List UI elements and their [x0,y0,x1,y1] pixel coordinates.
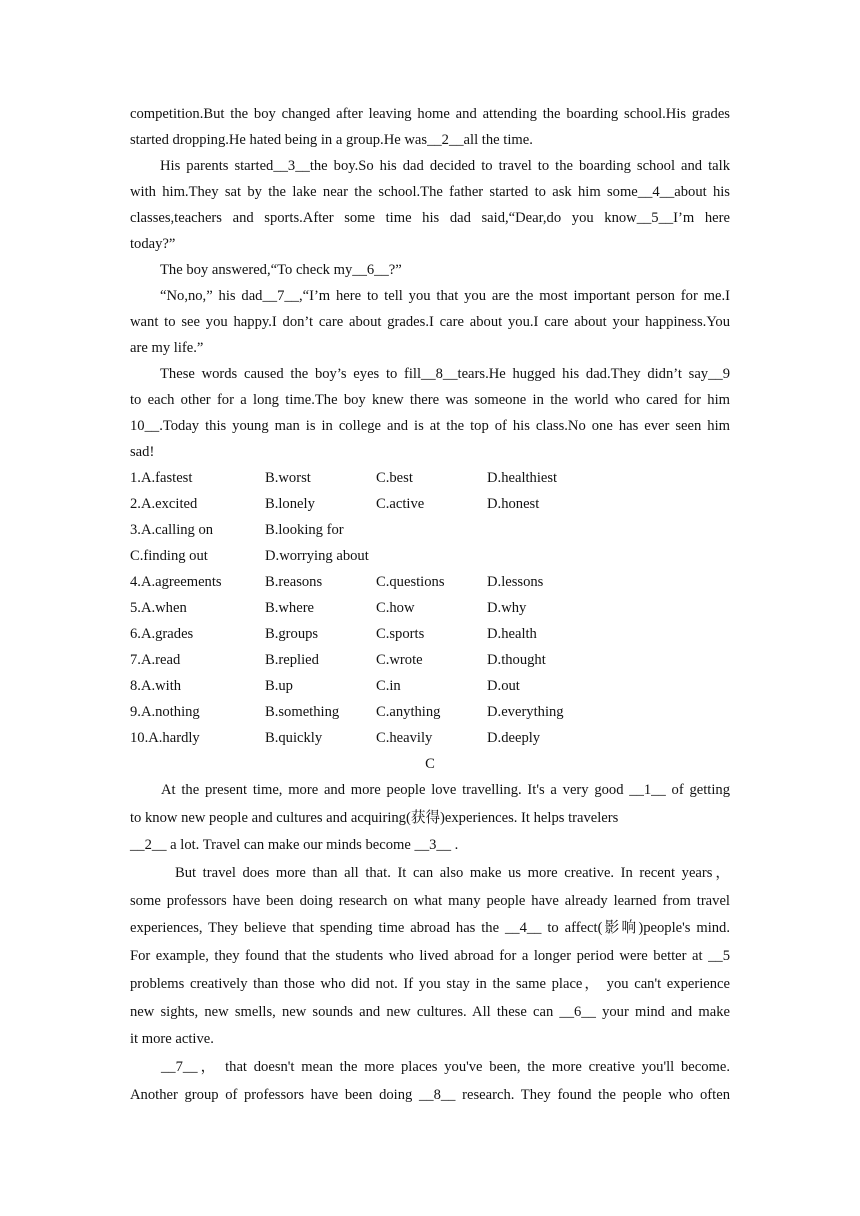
option-row [130,491,730,517]
option-row [130,465,730,491]
option-row [130,621,730,647]
section-heading: C [425,756,435,772]
option: B.groups [265,626,319,642]
option: B.lonely [265,496,315,512]
passage-line: to each other for a long time.The boy knew there was someone in the world who cared for him [130,392,730,408]
option-row [130,725,730,751]
passage-line: But travel does more than all that. It can also make us more creative. In recent years， [175,865,730,882]
passage-line: __2__ a lot. Travel can make our minds become __3__ . [130,837,459,854]
passage-c [130,777,730,1109]
option-row [130,569,730,595]
option: D.everything [487,704,564,720]
passage-line: are my life.” [130,340,204,356]
passage-line: started dropping.He hated being in a group.He was__2__all the time. [130,132,533,148]
passage-line: The boy answered,“To check my__6__?” [160,262,402,278]
option: D.lessons [487,574,544,590]
option: B.replied [265,652,319,668]
passage-line: At the present time, more and more people love travelling. It's a very good __1__ of getting [161,782,730,798]
passage-line: His parents started__3__the boy.So his dad decided to travel to the boarding school and talk [160,158,730,174]
option-row [130,699,730,725]
option: C.questions [376,574,445,590]
passage-line: sad! [130,444,155,460]
option: B.something [265,704,340,720]
option: B.reasons [265,574,323,590]
option: D.why [487,600,527,616]
passage-line: some professors have been doing research on what many people have already learned from travel [130,892,730,909]
option: C.anything [376,704,441,720]
option: C.active [376,496,425,512]
option: 4.A.agreements [130,574,222,590]
option: 8.A.with [130,678,182,694]
option [376,543,487,569]
passage-line: today?” [130,236,176,252]
option: B.quickly [265,730,323,746]
option: C.heavily [376,730,433,746]
passage-line: new sights, new smells, new sounds and new cultures. All these can __6__ your mind and make [130,1003,730,1020]
option: D.worrying about [265,548,369,564]
passage-line: “No,no,” his dad__7__,“I’m here to tell you that you are the most important person for me.I [160,288,730,304]
passage-line: experiences, They believe that spending time abroad has the __4__ to affect(影响)people's mind. [130,920,730,937]
passage-line: Another group of professors have been doing __8__ research. They found the people who often [130,1086,730,1103]
passage-line: want to see you happy.I don’t care about grades.I care about you.I care about your happiness.You [130,314,730,330]
option: B.worst [265,470,311,486]
passage-line: competition.But the boy changed after leaving home and attending the boarding school.His grades [130,106,730,122]
option: 9.A.nothing [130,704,200,720]
passage-line: with him.They sat by the lake near the school.The father started to ask him some__4__about his [130,184,730,200]
option-row [130,543,730,569]
option: 10.A.hardly [130,730,200,746]
option: 1.A.fastest [130,470,193,486]
option-row [130,647,730,673]
option: D.honest [487,496,540,512]
option: D.out [487,678,520,694]
option: D.healthiest [487,470,558,486]
passage-line: it more active. [130,1031,214,1048]
option-row [130,673,730,699]
passage-line: For example, they found that the students who lived abroad for a longer period were better at __5 [130,948,730,965]
passage-line: classes,teachers and sports.After some time his dad said,“Dear,do you know__5__I’m here [130,210,730,226]
document-content [130,101,730,1109]
passage-line: 10__.Today this young man is in college and is at the top of his class.No one has ever seen him [130,418,730,434]
option: D.deeply [487,730,541,746]
option: 5.A.when [130,600,187,616]
option: C.in [376,678,401,694]
option: 2.A.excited [130,496,198,512]
passage-line: problems creatively than those who did not. If you stay in the same place， you can't experience [130,975,730,992]
passage-b [130,101,730,465]
option: C.wrote [376,652,423,668]
option-row [130,517,730,543]
option: 6.A.grades [130,626,194,642]
option: B.looking for [265,522,344,538]
option: B.where [265,600,315,616]
passage-line: __7__， that doesn't mean the more places you've been, the more creative you'll become. [161,1058,730,1075]
option: C.sports [376,626,425,642]
passage-line: to know new people and cultures and acquiring(获得)experiences. It helps travelers [130,809,619,826]
option [376,517,487,543]
option: C.best [376,470,413,486]
option: 7.A.read [130,652,181,668]
option: C.how [376,600,415,616]
option: C.finding out [130,548,208,564]
option-row [130,595,730,621]
answer-options [130,465,730,751]
passage-line: These words caused the boy’s eyes to fill__8__tears.He hugged his dad.They didn’t say__9 [160,366,730,382]
option: 3.A.calling on [130,522,214,538]
option: D.thought [487,652,546,668]
option: D.health [487,626,537,642]
option: B.up [265,678,293,694]
